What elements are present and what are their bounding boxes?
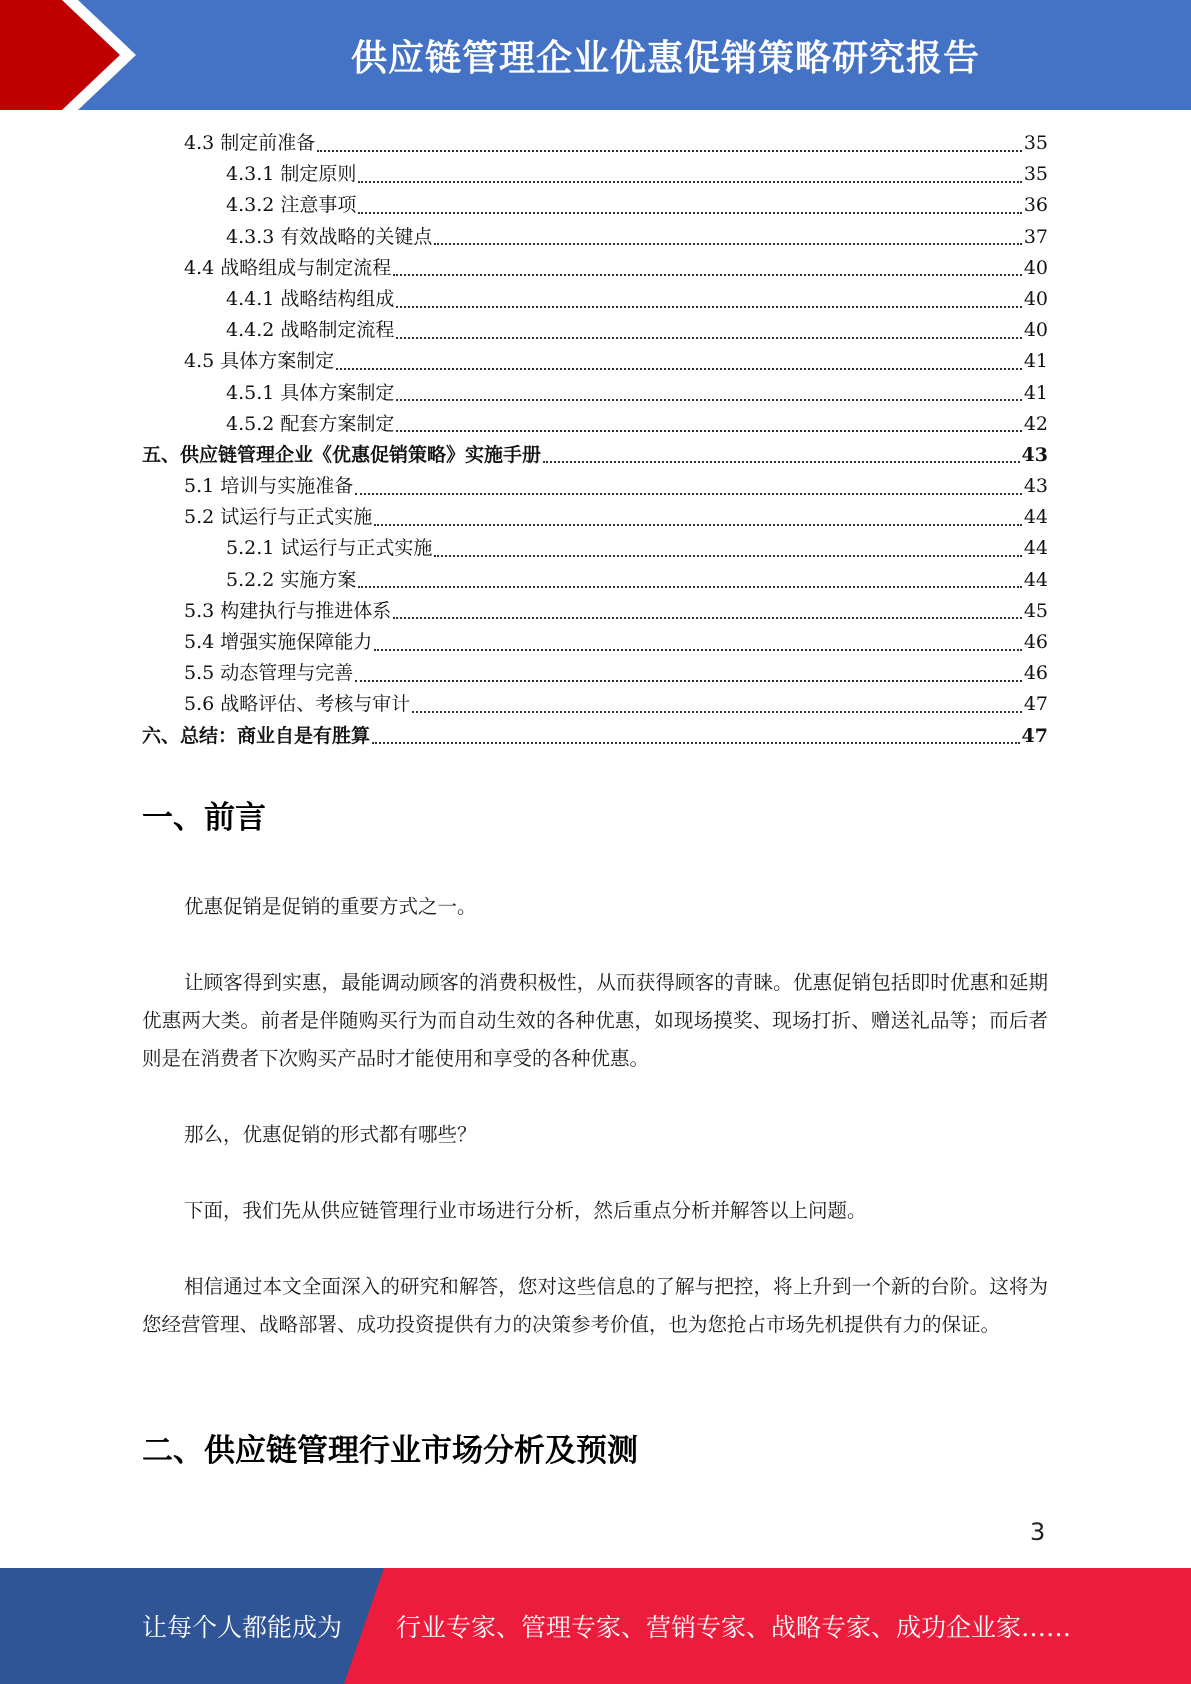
toc-leader-dots	[336, 368, 1022, 370]
toc-entry-title: 5.1 培训与实施准备	[184, 475, 354, 498]
toc-entry[interactable]	[142, 440, 1048, 471]
paragraph: 下面，我们先从供应链管理行业市场进行分析，然后重点分析并解答以上问题。	[184, 1199, 867, 1222]
toc-entry[interactable]	[142, 128, 1048, 159]
toc-leader-dots	[393, 617, 1022, 619]
toc-leader-dots	[434, 243, 1021, 245]
toc-leader-dots	[396, 337, 1021, 339]
toc-entry-title: 4.3.1 制定原则	[226, 163, 357, 186]
toc-leader-dots	[372, 742, 1020, 744]
toc-entry-page: 44	[1023, 537, 1048, 560]
toc-leader-dots	[393, 274, 1022, 276]
paragraph: 那么，优惠促销的形式都有哪些？	[184, 1123, 477, 1146]
toc-entry-title: 4.5.2 配套方案制定	[226, 412, 395, 435]
toc-entry[interactable]	[142, 378, 1048, 409]
toc-entry-page: 36	[1023, 194, 1048, 217]
section-heading-preface: 一、前言	[142, 800, 266, 836]
toc-entry[interactable]	[142, 471, 1048, 502]
toc-entry-page: 45	[1023, 599, 1048, 622]
page-number: 3	[1030, 1518, 1046, 1546]
toc-entry-page: 43	[1021, 443, 1048, 466]
toc-entry[interactable]	[142, 565, 1048, 596]
toc-leader-dots	[374, 649, 1022, 651]
toc-entry-page: 46	[1023, 631, 1048, 653]
toc-entry[interactable]	[142, 222, 1048, 253]
toc-leader-dots	[317, 150, 1022, 152]
report-title: 供应链管理企业优惠促销策略研究报告	[350, 37, 980, 79]
footer-slogan-lead: 让每个人都能成为	[142, 1613, 343, 1642]
toc-entry-title: 4.3 制定前准备	[184, 132, 316, 154]
paragraph: 相信通过本文全面深入的研究和解答，您对这些信息的了解与把控，将上升到一个新的台阶。这将为您经营管理、战略部署、成功投资提供有力的决策参考价值，也为您抢占市场先机提供有力的保证。	[142, 1275, 1048, 1336]
toc-entry-page: 40	[1023, 287, 1048, 310]
toc-leader-dots	[358, 212, 1021, 214]
toc-entry-page: 46	[1023, 662, 1048, 685]
toc-entry[interactable]	[142, 190, 1048, 221]
footer-slogan-roles: 行业专家、管理专家、营销专家、战略专家、成功企业家……	[396, 1613, 1072, 1642]
toc-leader-dots	[358, 181, 1021, 183]
toc-entry[interactable]	[142, 533, 1048, 564]
toc-leader-dots	[374, 524, 1022, 526]
toc-entry-page: 41	[1023, 381, 1048, 404]
toc-entry-title: 5.5 动态管理与完善	[184, 662, 354, 685]
toc-leader-dots	[396, 430, 1021, 432]
toc-leader-dots	[543, 461, 1020, 463]
toc-entry-page: 47	[1023, 693, 1048, 716]
toc-entry[interactable]	[142, 159, 1048, 190]
toc-leader-dots	[434, 555, 1021, 557]
footer-banner	[0, 1568, 1191, 1684]
toc-entry-title: 4.4.2 战略制定流程	[226, 319, 395, 342]
toc-entry-page: 41	[1023, 350, 1048, 373]
toc-entry-page: 40	[1023, 256, 1048, 279]
toc-entry[interactable]	[142, 502, 1048, 533]
paragraph: 让顾客得到实惠，最能调动顾客的消费积极性，从而获得顾客的青睐。优惠促销包括即时优惠和延期优惠两大类。前者是伴随购买行为而自动生效的各种优惠，如现场摸奖、现场打折、赠送礼品等；而后者则是在消费者下次购买产品时才能使用和享受的各种优惠。	[142, 971, 1048, 1070]
section-heading-market-analysis: 二、供应链管理行业市场分析及预测	[142, 1433, 638, 1469]
toc-entry-page: 37	[1023, 225, 1048, 248]
toc-entry[interactable]	[142, 627, 1048, 658]
toc-entry[interactable]	[142, 721, 1048, 752]
toc-entry[interactable]	[142, 284, 1048, 315]
toc-entry-title: 5.2 试运行与正式实施	[184, 506, 373, 529]
toc-entry-page: 44	[1023, 506, 1048, 529]
toc-entry-title: 4.5.1 具体方案制定	[226, 381, 395, 404]
toc-entry-title: 六、总结：商业自是有胜算	[142, 724, 371, 747]
toc-entry-title: 5.3 构建执行与推进体系	[184, 599, 392, 622]
toc-entry-title: 5.2.2 实施方案	[226, 568, 357, 591]
toc-entry-title: 4.3.2 注意事项	[226, 194, 357, 217]
toc-entry-page: 42	[1023, 412, 1048, 435]
toc-entry-page: 43	[1023, 475, 1048, 498]
toc-entry-page: 40	[1023, 319, 1048, 342]
toc-entry[interactable]	[142, 596, 1048, 627]
table-of-contents	[142, 128, 1048, 752]
toc-leader-dots	[396, 306, 1021, 308]
toc-leader-dots	[355, 493, 1022, 495]
toc-leader-dots	[396, 399, 1021, 401]
toc-entry-title: 4.4 战略组成与制定流程	[184, 256, 392, 279]
header-banner	[0, 0, 1191, 110]
toc-entry[interactable]	[142, 315, 1048, 346]
toc-entry-title: 5.6 战略评估、考核与审计	[184, 693, 411, 716]
toc-leader-dots	[412, 711, 1022, 713]
toc-entry-title: 4.3.3 有效战略的关键点	[226, 225, 433, 248]
toc-entry[interactable]	[142, 689, 1048, 720]
toc-entry[interactable]	[142, 253, 1048, 284]
toc-entry-title: 五、供应链管理企业《优惠促销策略》实施手册	[142, 443, 542, 466]
toc-entry[interactable]	[142, 409, 1048, 440]
toc-entry-title: 5.2.1 试运行与正式实施	[226, 537, 433, 560]
toc-entry-title: 5.4 增强实施保障能力	[184, 631, 373, 653]
header-arrow-decoration	[0, 0, 150, 110]
toc-leader-dots	[358, 586, 1021, 588]
toc-entry-page: 44	[1023, 568, 1048, 591]
toc-entry[interactable]	[142, 658, 1048, 689]
toc-entry-page: 35	[1023, 132, 1048, 154]
paragraph: 优惠促销是促销的重要方式之一。	[184, 895, 477, 918]
toc-entry-title: 4.5 具体方案制定	[184, 350, 335, 373]
toc-leader-dots	[355, 680, 1022, 682]
toc-entry[interactable]	[142, 346, 1048, 377]
toc-entry-page: 35	[1023, 163, 1048, 186]
toc-entry-page: 47	[1021, 724, 1048, 747]
toc-entry-title: 4.4.1 战略结构组成	[226, 287, 395, 310]
